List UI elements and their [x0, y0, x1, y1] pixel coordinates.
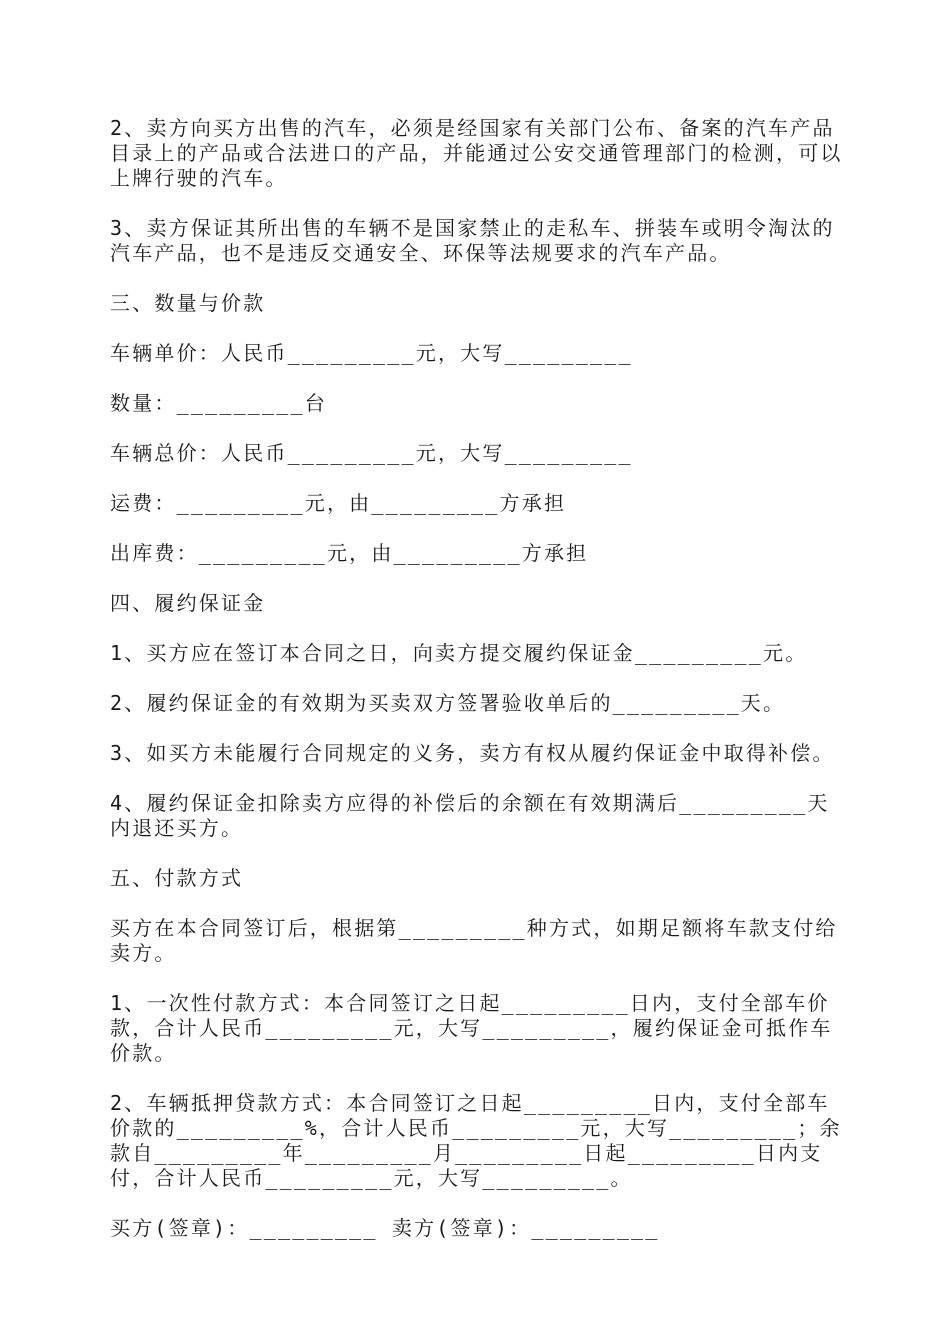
clause-bond-compensation: 3、如买方未能履行合同规定的义务，卖方有权从履约保证金中取得补偿。	[110, 741, 835, 765]
field-total-price: 车辆总价：人民币_________元，大写_________	[110, 441, 633, 465]
clause-seller-vehicle-compliance: 2、卖方向买方出售的汽车，必须是经国家有关部门公布、备案的汽车产品目录上的产品或合法进口的产品，并能通过公安交通管理部门的检测，可以上牌行驶的汽车。	[110, 116, 843, 190]
clause-bond-refund: 4、履约保证金扣除卖方应得的补偿后的余额在有效期满后_________天内退还买方。	[110, 791, 830, 840]
field-outbound-fee: 出库费：_________元，由_________方承担	[110, 541, 589, 565]
document-page	[110, 116, 845, 1241]
section-heading-payment-method: 五、付款方式	[110, 866, 244, 890]
clause-bond-submission: 1、买方应在签订本合同之日，向卖方提交履约保证金_________元。	[110, 641, 808, 665]
clause-seller-guarantee: 3、卖方保证其所出售的车辆不是国家禁止的走私车、拼装车或明令淘汰的汽车产品，也不是违反交通安全、环保等法规要求的汽车产品。	[110, 216, 835, 265]
section-heading-quantity-price: 三、数量与价款	[110, 291, 266, 315]
section-heading-performance-bond: 四、履约保证金	[110, 591, 266, 615]
field-quantity: 数量：_________台	[110, 391, 327, 415]
clause-payment-choice: 买方在本合同签订后，根据第_________种方式，如期足额将车款支付给卖方。	[110, 916, 838, 965]
field-freight: 运费：_________元，由_________方承担	[110, 491, 567, 515]
field-unit-price: 车辆单价：人民币_________元，大写_________	[110, 341, 633, 365]
clause-bond-validity: 2、履约保证金的有效期为买卖双方签署验收单后的_________天。	[110, 691, 786, 715]
signature-line: 买方(签章)：_________ 卖方(签章)：_________	[110, 1216, 660, 1240]
clause-mortgage-loan-payment: 2、车辆抵押贷款方式：本合同签订之日起_________日内，支付全部车价款的_________%，合计人民币_________元，大写_________；余款自_________年_________月_________日起_________日内支付，合计人民币_________元，大写_________。	[110, 1091, 842, 1190]
clause-lump-sum-payment: 1、一次性付款方式：本合同签订之日起_________日内，支付全部车价款，合计人民币_________元，大写_________，履约保证金可抵作车价款。	[110, 991, 833, 1065]
